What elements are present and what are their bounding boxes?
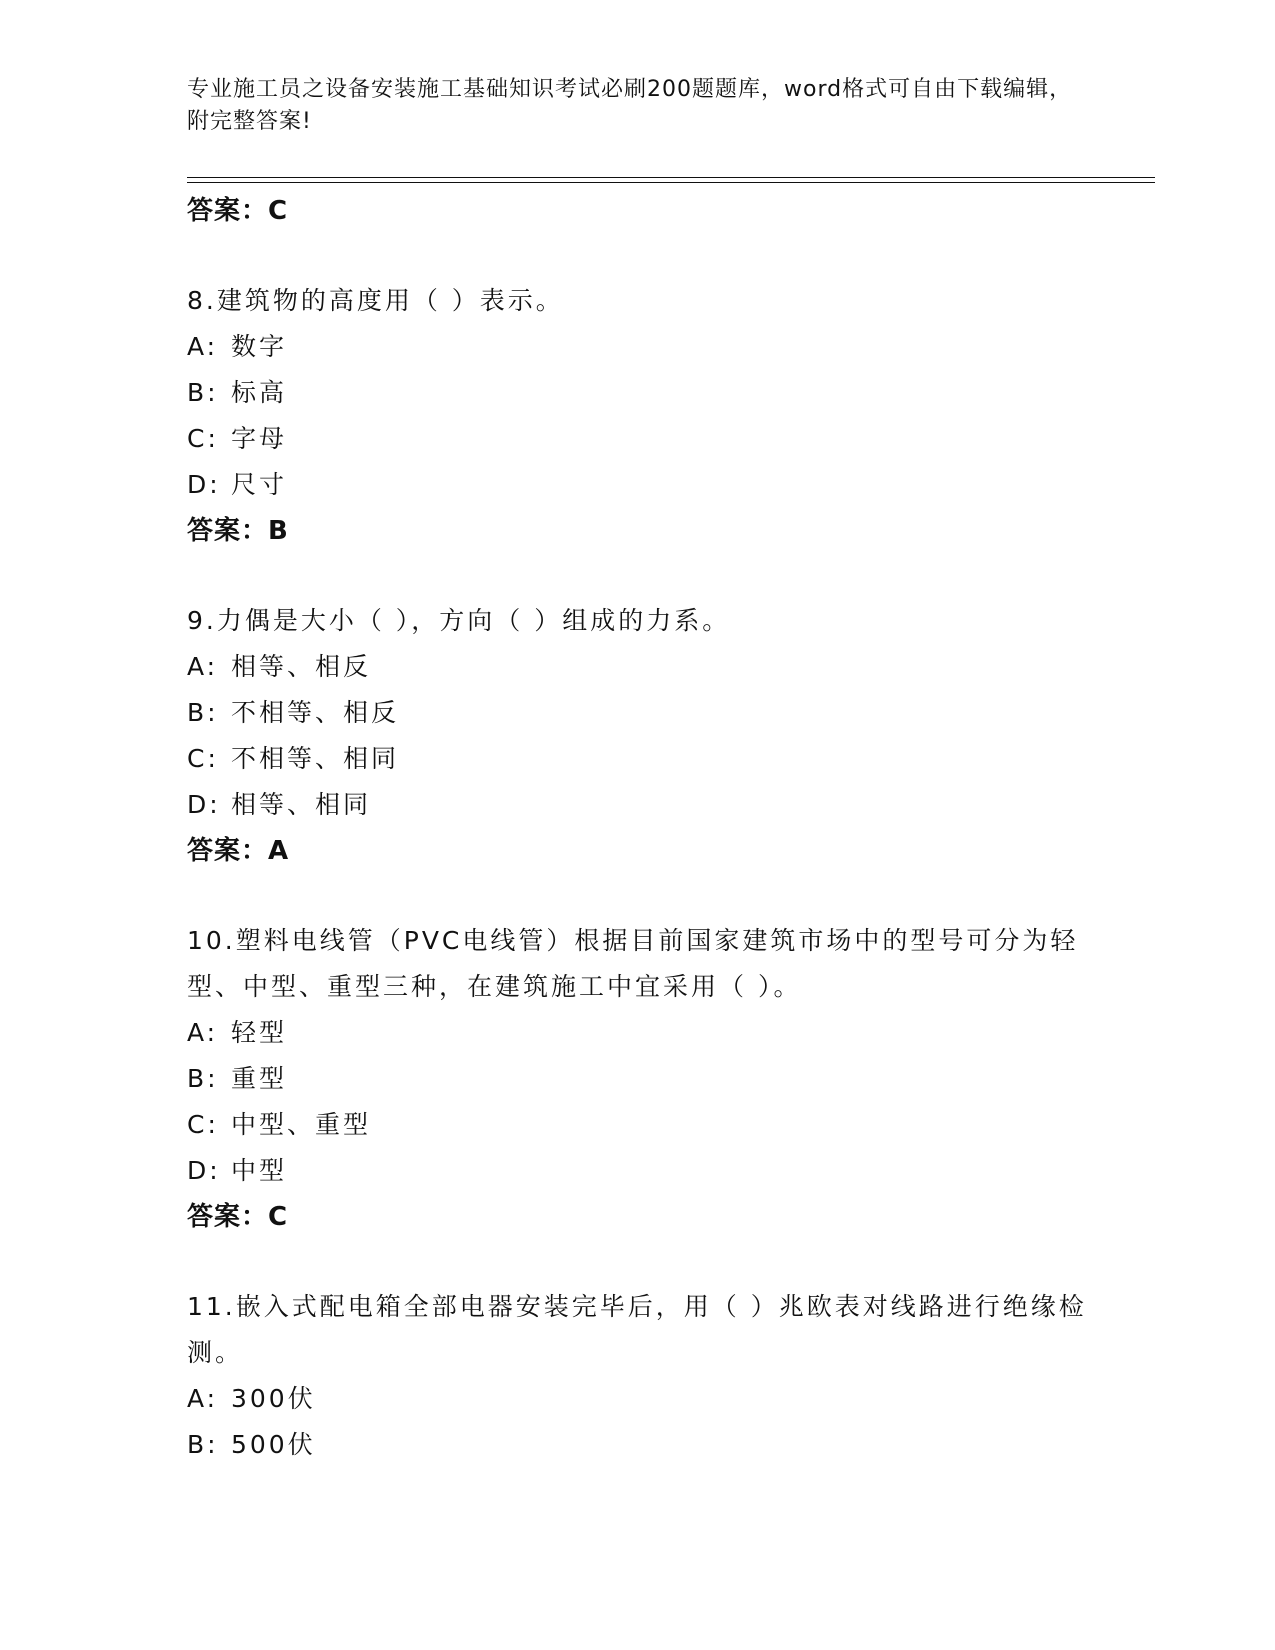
option-letter: D: — [187, 470, 221, 499]
option-text: 不相等、相同 — [231, 744, 400, 773]
option-text: 相等、相反 — [231, 652, 372, 681]
question-block — [187, 1284, 1087, 1468]
option-text: 尺寸 — [231, 470, 288, 499]
option-letter: A: — [187, 652, 219, 681]
question-list — [187, 188, 1087, 1468]
option-letter: B: — [187, 698, 219, 727]
answer-line: 答案：C — [187, 1202, 289, 1232]
option-text: 数字 — [231, 332, 288, 361]
option-text: 相等、相同 — [231, 790, 372, 819]
option-text: 重型 — [231, 1064, 288, 1093]
spacer — [187, 874, 1087, 918]
question-block — [187, 918, 1087, 1240]
option-letter: D: — [187, 790, 221, 819]
option-text: 字母 — [231, 424, 288, 453]
option-text: 不相等、相反 — [231, 698, 400, 727]
option-a — [187, 1376, 1087, 1422]
option-b — [187, 1056, 1087, 1102]
option-d — [187, 1148, 1087, 1194]
option-a — [187, 1010, 1087, 1056]
option-text: 中型、重型 — [231, 1110, 372, 1139]
header-rule-bottom — [187, 182, 1155, 183]
question-block — [187, 278, 1087, 554]
option-letter: C: — [187, 744, 219, 773]
question-text: 11.嵌入式配电箱全部电器安装完毕后，用（ ）兆欧表对线路进行绝缘检测。 — [187, 1292, 1087, 1367]
option-letter: A: — [187, 1384, 219, 1413]
spacer — [187, 554, 1087, 598]
spacer — [187, 234, 1087, 278]
option-letter: B: — [187, 1064, 219, 1093]
option-d — [187, 462, 1087, 508]
option-b — [187, 370, 1087, 416]
spacer — [187, 1240, 1087, 1284]
question-text: 10.塑料电线管（PVC电线管）根据目前国家建筑市场中的型号可分为轻型、中型、重型三种，在建筑施工中宜采用（ ）。 — [187, 926, 1079, 1001]
option-text: 300伏 — [231, 1384, 316, 1413]
document-header: 专业施工员之设备安装施工基础知识考试必刷200题题库，word格式可自由下载编辑，附完整答案! — [187, 77, 1073, 134]
option-letter: B: — [187, 378, 219, 407]
option-letter: D: — [187, 1156, 221, 1185]
option-letter: C: — [187, 1110, 219, 1139]
option-b — [187, 690, 1087, 736]
question-text: 8.建筑物的高度用（ ）表示。 — [187, 286, 564, 315]
header-rule-top — [187, 177, 1155, 178]
option-letter: B: — [187, 1430, 219, 1459]
option-b — [187, 1422, 1087, 1468]
answer-line: 答案：C — [187, 196, 289, 226]
option-c — [187, 416, 1087, 462]
option-a — [187, 324, 1087, 370]
option-d — [187, 782, 1087, 828]
question-block — [187, 598, 1087, 874]
option-letter: A: — [187, 332, 219, 361]
question-text: 9.力偶是大小（ ），方向（ ）组成的力系。 — [187, 606, 731, 635]
option-a — [187, 644, 1087, 690]
option-letter: A: — [187, 1018, 219, 1047]
option-c — [187, 736, 1087, 782]
option-text: 中型 — [231, 1156, 288, 1185]
option-text: 500伏 — [231, 1430, 316, 1459]
option-c — [187, 1102, 1087, 1148]
answer-line: 答案：A — [187, 836, 290, 866]
option-text: 标高 — [231, 378, 288, 407]
answer-line: 答案：B — [187, 516, 289, 546]
option-letter: C: — [187, 424, 219, 453]
option-text: 轻型 — [231, 1018, 288, 1047]
